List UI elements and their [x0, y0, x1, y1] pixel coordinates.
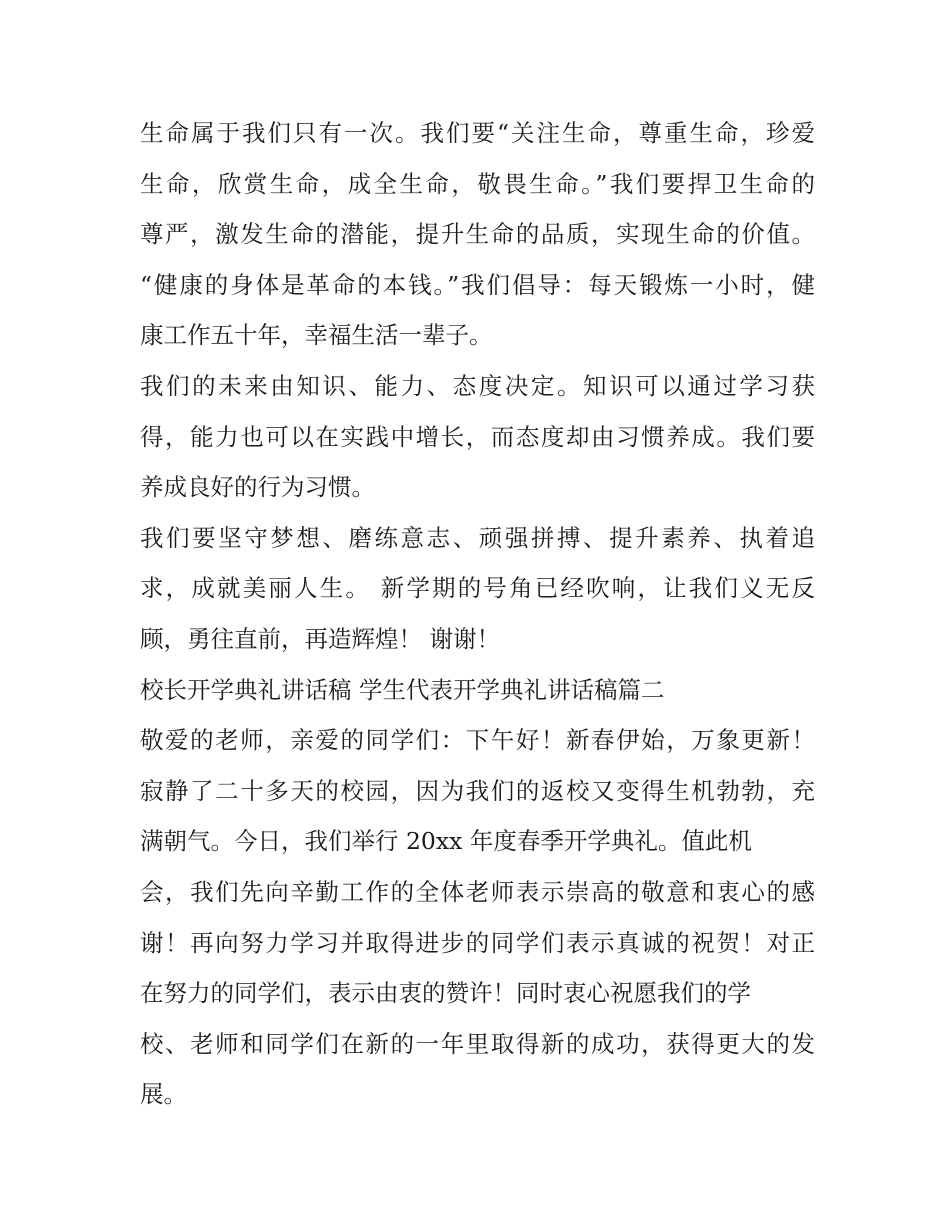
paragraph-1 — [140, 108, 815, 361]
paragraph-line: 顾，勇往直前，再造辉煌！ 谢谢！ — [140, 624, 500, 653]
paragraph-2 — [140, 361, 815, 513]
paragraph-line: 养成良好的行为习惯。 — [140, 473, 375, 502]
paragraph-line: 会，我们先向辛勤工作的全体老师表示崇高的敬意和衷心的感 — [140, 877, 815, 906]
section-heading-line: 校长开学典礼讲话稿 学生代表开学典礼讲话稿篇二 — [140, 675, 665, 704]
paragraph-line: 谢！再向努力学习并取得进步的同学们表示真诚的祝贺！对正 — [140, 928, 815, 957]
paragraph-3 — [140, 513, 815, 665]
paragraph-line: 尊严，激发生命的潜能，提升生命的品质，实现生命的价值。 — [140, 220, 815, 249]
paragraph-line: 展。 — [140, 1080, 187, 1109]
paragraph-line: 我们的未来由知识、能力、态度决定。知识可以通过学习获 — [140, 371, 815, 400]
paragraph-line: 生命属于我们只有一次。我们要“关注生命，尊重生命，珍爱 — [140, 119, 815, 147]
paragraph-5 — [140, 715, 815, 1120]
section-heading — [140, 665, 815, 716]
paragraph-line: “健康的身体是革命的本钱。”我们倡导：每天锻炼一小时，健 — [140, 270, 815, 299]
document-body — [140, 108, 815, 1120]
paragraph-line: 在努力的同学们，表示由衷的赞许！同时衷心祝愿我们的学 — [140, 979, 751, 1008]
paragraph-line: 我们要坚守梦想、磨练意志、顽强拼搏、提升素养、执着追 — [140, 523, 815, 552]
paragraph-line: 生命，欣赏生命，成全生命，敬畏生命。”我们要捍卫生命的 — [140, 169, 815, 198]
paragraph-line: 康工作五十年，幸福生活一辈子。 — [140, 321, 493, 350]
paragraph-line: 校、老师和同学们在新的一年里取得新的成功，获得更大的发 — [140, 1029, 815, 1058]
paragraph-line: 得，能力也可以在实践中增长，而态度却由习惯养成。我们要 — [140, 422, 815, 451]
paragraph-line: 寂静了二十多天的校园，因为我们的返校又变得生机勃勃，充 — [140, 776, 815, 805]
paragraph-line: 求，成就美丽人生。 新学期的号角已经吹响，让我们义无反 — [140, 574, 815, 603]
paragraph-line: 敬爱的老师，亲爱的同学们：下午好！新春伊始，万象更新！ — [140, 726, 815, 755]
paragraph-line: 满朝气。今日，我们举行 20xx 年度春季开学典礼。值此机 — [140, 827, 752, 856]
